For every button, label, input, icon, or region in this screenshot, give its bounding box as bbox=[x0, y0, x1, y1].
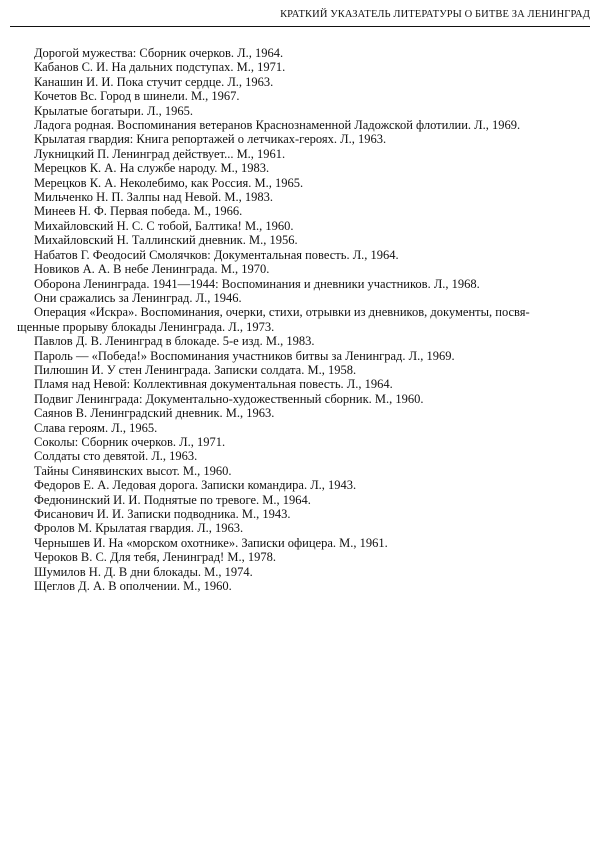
running-head: КРАТКИЙ УКАЗАТЕЛЬ ЛИТЕРАТУРЫ О БИТВЕ ЗА ЛЕНИНГРАД bbox=[280, 9, 590, 20]
bibliography-entry: Лукницкий П. Ленинград действует... М., 1961. bbox=[34, 146, 286, 161]
bibliography-entry: Кабанов С. И. На дальних подступах. М., 1971. bbox=[34, 60, 286, 75]
bibliography-entry: Тайны Синявинских высот. М., 1960. bbox=[34, 463, 232, 478]
bibliography-entry: Ладога родная. Воспоминания ветеранов Краснознаменной Ладожской флотилии. Л., 1969. bbox=[34, 118, 521, 133]
bibliography-entry: Крылатые богатыри. Л., 1965. bbox=[34, 103, 193, 118]
bibliography-entry: Кочетов Вс. Город в шинели. М., 1967. bbox=[34, 89, 240, 104]
bibliography-entry: Канашин И. И. Пока стучит сердце. Л., 1963. bbox=[34, 74, 274, 89]
bibliography-entry: Шумилов Н. Д. В дни блокады. М., 1974. bbox=[34, 564, 253, 579]
bibliography-entry: Набатов Г. Феодосий Смолячков: Документальная повесть. Л., 1964. bbox=[34, 247, 399, 262]
bibliography-entry: Фисанович И. И. Записки подводника. М., 1943. bbox=[34, 507, 291, 521]
bibliography-entry: Павлов Д. В. Ленинград в блокаде. 5-е изд. М., 1983. bbox=[34, 334, 315, 349]
bibliography-entry: Фролов М. Крылатая гвардия. Л., 1963. bbox=[34, 521, 244, 536]
header-rule bbox=[10, 26, 590, 27]
bibliography-entry: Федюнинский И. И. Поднятые по тревоге. М., 1964. bbox=[34, 492, 311, 507]
bibliography-entry: Михайловский Н. Таллинский дневник. М., 1956. bbox=[34, 233, 298, 248]
bibliography-entry: Мерецков К. А. Неколебимо, как Россия. М., 1965. bbox=[34, 175, 304, 190]
bibliography-entry: Новиков А. А. В небе Ленинграда. М., 1970. bbox=[34, 262, 270, 277]
bibliography-entry: Операция «Искра». Воспоминания, очерки, стихи, отрывки из дневников, документы, посвя- bbox=[34, 305, 530, 320]
bibliography-entry: Федоров Е. А. Ледовая дорога. Записки командира. Л., 1943. bbox=[34, 478, 357, 493]
bibliography-entry: Солдаты сто девятой. Л., 1963. bbox=[34, 449, 198, 464]
bibliography-entry: Пароль — «Победа!» Воспоминания участников битвы за Ленинград. Л., 1969. bbox=[34, 348, 455, 363]
bibliography-entry: Щеглов Д. А. В ополчении. М., 1960. bbox=[34, 579, 232, 594]
bibliography-entry: Они сражались за Ленинград. Л., 1946. bbox=[34, 290, 242, 305]
bibliography-entry: Чернышев И. На «морском охотнике». Записки офицера. М., 1961. bbox=[34, 535, 388, 550]
bibliography-entry: Подвиг Ленинграда: Документально-художественный сборник. М., 1960. bbox=[34, 391, 424, 406]
bibliography-entry: Соколы: Сборник очерков. Л., 1971. bbox=[34, 434, 226, 449]
bibliography-entry: Оборона Ленинграда. 1941—1944: Воспоминания и дневники участников. Л., 1968. bbox=[34, 276, 480, 291]
bibliography-list bbox=[17, 46, 558, 594]
bibliography-entry: Минеев Н. Ф. Первая победа. М., 1966. bbox=[34, 204, 243, 219]
bibliography-entry: Мерецков К. А. На службе народу. М., 1983. bbox=[34, 161, 270, 176]
bibliography-entry: Михайловский Н. С. С тобой, Балтика! М., 1960. bbox=[34, 218, 294, 233]
bibliography-entry: Пилюшин И. У стен Ленинграда. Записки солдата. М., 1958. bbox=[34, 362, 357, 377]
bibliography-entry: Саянов В. Ленинградский дневник. М., 1963. bbox=[34, 406, 275, 421]
bibliography-entry-continuation: щенные прорыву блокады Ленинграда. Л., 1973. bbox=[17, 319, 275, 334]
bibliography-entry: Чероков В. С. Для тебя, Ленинград! М., 1978. bbox=[34, 550, 276, 565]
bibliography-entry: Дорогой мужества: Сборник очерков. Л., 1964. bbox=[34, 46, 284, 60]
bibliography-entry: Слава героям. Л., 1965. bbox=[34, 420, 158, 435]
bibliography-entry: Пламя над Невой: Коллективная документальная повесть. Л., 1964. bbox=[34, 377, 393, 392]
bibliography-entry: Крылатая гвардия: Книга репортажей о летчиках-героях. Л., 1963. bbox=[34, 132, 387, 147]
bibliography-entry: Мильченко Н. П. Залпы над Невой. М., 1983. bbox=[34, 190, 273, 205]
